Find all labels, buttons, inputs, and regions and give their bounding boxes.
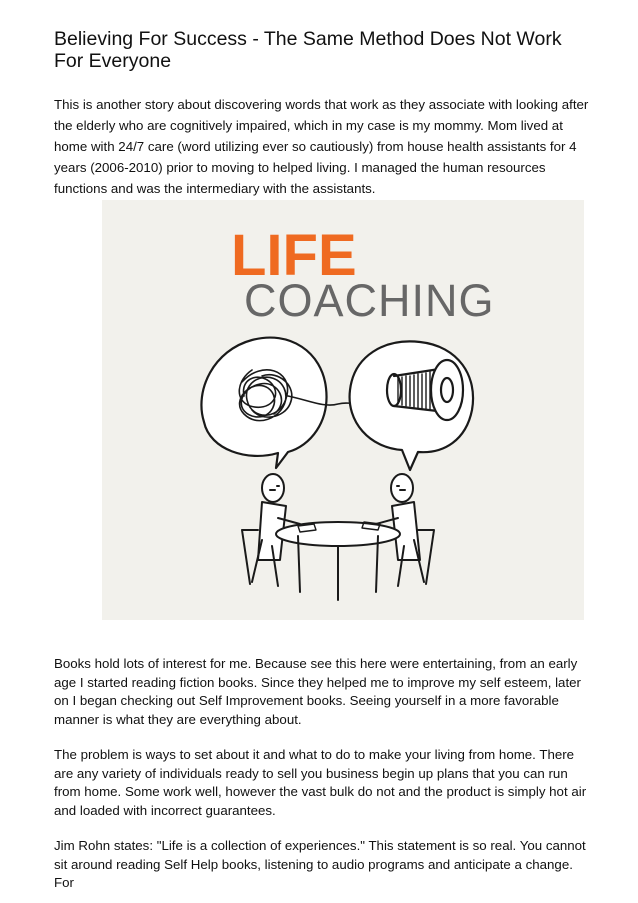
article-title: Believing For Success - The Same Method Does Not Work For Everyone bbox=[54, 28, 562, 72]
paragraph-3: The problem is ways to set about it and what to do to make your living from home. There are any variety of individuals ready to sell you business begin up plans that you can run from home. Some work well, however the vast bulk do not and the product is simply hot air and loaded with incorrect guarantees. bbox=[54, 747, 587, 818]
illustration-svg bbox=[102, 200, 584, 620]
life-coaching-illustration bbox=[102, 200, 584, 620]
thought-bubble-spool bbox=[350, 341, 473, 470]
paragraph-4: Jim Rohn states: "Life is a collection of experiences." This statement is so real. You cannot sit around reading Self Help books, listening to audio programs and anticipate a change. For bbox=[54, 838, 586, 890]
paragraph-2: Books hold lots of interest for me. Because see this here were entertaining, from an early age I started reading fiction books. Since they helped me to improve my self esteem, later on I began checking out Self Improvement books. Seeing yourself in a more favorable manner is what they are everything about. bbox=[54, 656, 581, 727]
table bbox=[276, 522, 400, 600]
life-text: LIFE bbox=[231, 223, 357, 288]
coaching-text: COACHING bbox=[244, 275, 495, 326]
paragraph-1: This is another story about discovering words that work as they associate with looking after the elderly who are cognitively impaired, which in my case is my mommy. Mom lived at home with 24/7 care (word utilizing ever so cautiously) from house health assistants for 4 years (2006-2010) prior to moving to helped living. I managed the human resources functions and was the intermediary with the assistants. bbox=[54, 97, 589, 196]
